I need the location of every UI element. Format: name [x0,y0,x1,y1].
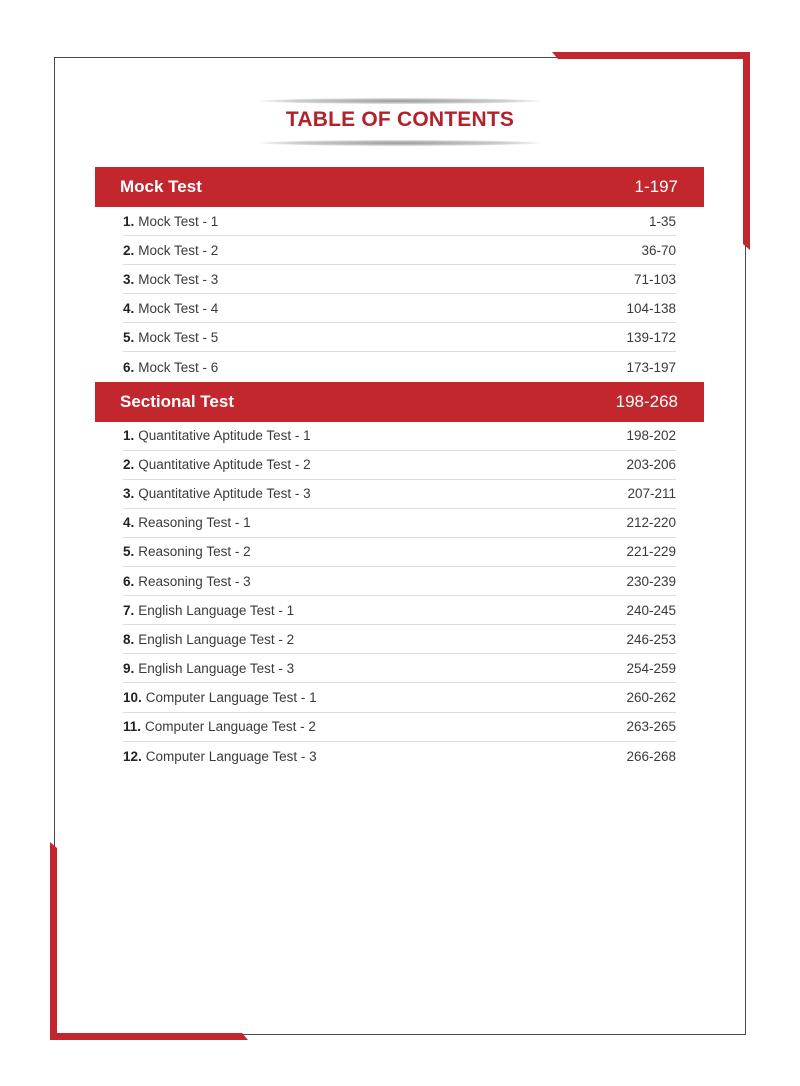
section-title: Sectional Test [120,391,234,411]
toc-entry-number: 9. [123,660,135,676]
toc-entry[interactable] [123,207,676,236]
toc-entry-number: 2. [123,457,135,473]
section-mock-test [95,167,704,382]
toc-entry-number: 12. [123,748,142,764]
toc-entry[interactable] [123,236,676,265]
toc-entry-pages: 104-138 [626,300,676,316]
toc-entry[interactable] [123,509,676,538]
toc-entry-pages: 36-70 [641,242,676,258]
toc-entry-title: Mock Test - 6 [138,359,219,375]
toc-entry-title: Computer Language Test - 3 [145,748,317,764]
toc-entry[interactable] [123,294,676,323]
toc-entry[interactable] [123,352,676,381]
corner-accent-top-right [552,52,750,59]
toc-entry-label-group [123,574,251,589]
toc-entry-title: Quantitative Aptitude Test - 1 [138,428,311,444]
toc-entry-number: 5. [123,544,135,560]
toc-entry-pages: 173-197 [626,359,676,375]
toc-entry[interactable] [123,683,676,712]
toc-entry-title: English Language Test - 2 [138,631,295,647]
section-header[interactable] [95,382,704,422]
toc-entry-title: Computer Language Test - 1 [145,689,317,705]
title-swoosh-top [260,98,540,104]
page-title: TABLE OF CONTENTS [285,108,515,131]
title-banner [260,98,540,146]
toc-entry-pages: 246-253 [626,631,676,647]
toc-entry-label-group [123,486,311,501]
toc-entry-number: 8. [123,631,135,647]
toc-entry[interactable] [123,323,676,352]
toc-entry-number: 4. [123,515,135,531]
toc-entry-number: 5. [123,329,135,345]
toc-entry-number: 6. [123,359,135,375]
toc-entry-label-group [123,214,218,229]
toc-entry-pages: 254-259 [626,660,676,676]
section-page-range: 1-197 [634,177,678,196]
section-sectional-test [95,382,704,771]
toc-entry-pages: 1-35 [648,213,676,229]
toc-entry-label-group [123,603,294,618]
toc-entry[interactable] [123,625,676,654]
toc-entry-label-group [123,330,218,345]
toc-entry-label-group [123,272,218,287]
toc-entry-pages: 203-206 [626,457,676,473]
title-swoosh-bottom [260,140,540,146]
toc-entry-pages: 240-245 [626,602,676,618]
corner-accent-top-right-vertical [743,52,750,250]
toc-entry[interactable] [123,596,676,625]
section-header[interactable] [95,167,704,207]
toc-entry-label-group [123,243,218,258]
toc-entry-title: English Language Test - 3 [138,660,295,676]
corner-accent-bottom-left-vertical [50,842,57,1040]
toc-entry[interactable] [123,422,676,451]
toc-entry-number: 2. [123,242,135,258]
toc-entry-title: Computer Language Test - 2 [145,719,316,735]
toc-entry[interactable] [123,538,676,567]
toc-entry[interactable] [123,654,676,683]
toc-entry-pages: 230-239 [626,573,676,589]
section-title: Mock Test [120,177,202,196]
toc-entry-title: Quantitative Aptitude Test - 2 [138,457,311,473]
toc-entry-pages: 221-229 [626,544,676,560]
table-of-contents [95,167,704,771]
toc-entry[interactable] [123,451,676,480]
toc-entry-title: Quantitative Aptitude Test - 3 [138,486,311,502]
toc-entry-label-group [123,749,317,764]
toc-entry-pages: 139-172 [626,329,676,345]
toc-entry-pages: 263-265 [626,719,676,735]
toc-entry-label-group [123,515,251,530]
toc-entry-title: Reasoning Test - 3 [138,573,251,589]
toc-entry-title: Reasoning Test - 2 [138,544,251,560]
toc-entry-label-group [123,632,294,647]
toc-entry-title: Mock Test - 2 [138,242,219,258]
toc-entry-label-group [123,544,251,559]
toc-entry-label-group [123,428,311,443]
toc-entry-pages: 212-220 [626,515,676,531]
toc-entry[interactable] [123,713,676,742]
toc-entry-number: 1. [123,213,135,229]
toc-entry-label-group [123,690,317,705]
toc-entry-label-group [123,301,218,316]
toc-entry-title: Mock Test - 4 [138,300,219,316]
toc-entry-number: 3. [123,486,135,502]
toc-entry[interactable] [123,567,676,596]
toc-entry-label-group [123,661,294,676]
toc-entry-number: 1. [123,428,135,444]
toc-entry[interactable] [123,480,676,509]
toc-entry[interactable] [123,265,676,294]
toc-entry-number: 4. [123,300,135,316]
toc-entry-number: 11. [123,719,142,735]
toc-entry-label-group [123,360,218,375]
corner-accent-bottom-left [50,1033,248,1040]
section-page-range: 198-268 [615,391,678,411]
toc-entry-title: Mock Test - 1 [138,213,219,229]
toc-entry-title: Mock Test - 3 [138,271,219,287]
toc-entry-number: 10. [123,689,142,705]
toc-entry-pages: 207-211 [627,486,676,502]
toc-entry-label-group [123,457,311,472]
toc-entry-label-group [123,719,316,734]
toc-entry-title: Mock Test - 5 [138,329,219,345]
toc-entry-pages: 260-262 [626,689,676,705]
toc-entry-pages: 71-103 [633,271,676,287]
toc-entry-number: 7. [123,602,135,618]
toc-entry[interactable] [123,742,676,771]
toc-entry-number: 3. [123,271,135,287]
toc-entry-title: English Language Test - 1 [138,602,295,618]
toc-entry-pages: 266-268 [626,748,676,764]
toc-entry-pages: 198-202 [626,428,676,444]
toc-entry-number: 6. [123,573,135,589]
toc-entry-title: Reasoning Test - 1 [138,515,251,531]
